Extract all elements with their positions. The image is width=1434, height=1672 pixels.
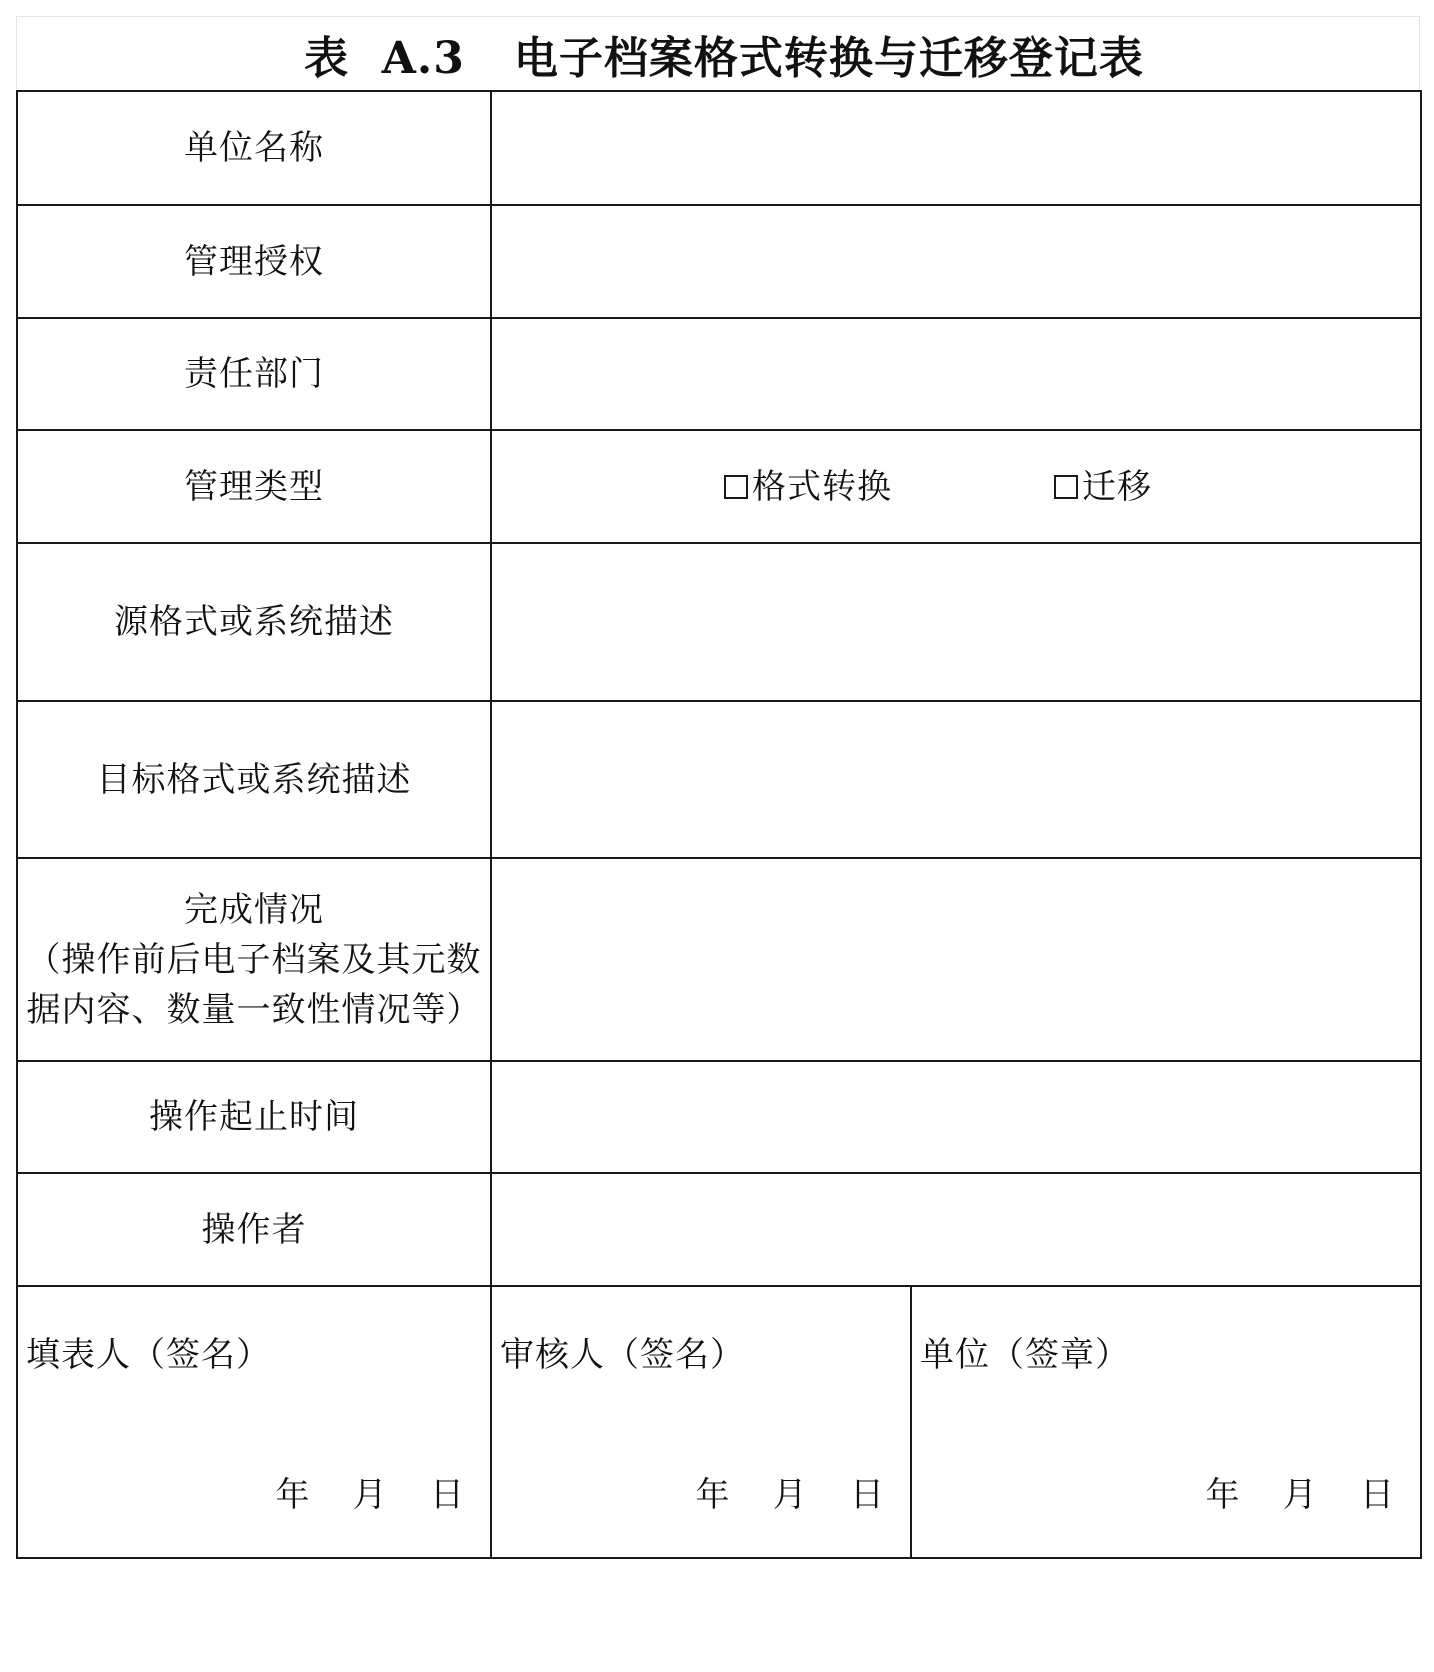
operator-label: 操作者 [17, 1173, 491, 1286]
target-desc-label: 目标格式或系统描述 [17, 701, 491, 858]
filler-date: 年 月 日 [275, 1475, 464, 1515]
migration-option[interactable] [1054, 462, 1152, 512]
unit-seal-cell[interactable] [911, 1286, 1421, 1558]
registration-form-page [16, 16, 1420, 1559]
unit-name-label: 单位名称 [17, 91, 491, 205]
format-conversion-label: 格式转换 [752, 467, 892, 507]
department-field[interactable] [491, 318, 1421, 430]
mgmt-type-label: 管理类型 [17, 430, 491, 543]
migration-checkbox[interactable] [1054, 475, 1078, 499]
op-time-label: 操作起止时间 [17, 1061, 491, 1173]
row-target-desc [17, 701, 1421, 858]
authorization-label: 管理授权 [17, 205, 491, 318]
source-desc-field[interactable] [491, 543, 1421, 701]
completion-label-line2: （操作前后电子档案及其元数 [26, 939, 482, 980]
op-time-field[interactable] [491, 1061, 1421, 1173]
reviewer-signature-cell[interactable] [491, 1286, 911, 1558]
row-department [17, 318, 1421, 430]
row-mgmt-type [17, 430, 1421, 543]
completion-label-line1: 完成情况 [184, 889, 324, 930]
migration-label: 迁移 [1082, 467, 1152, 507]
operator-field[interactable] [491, 1173, 1421, 1286]
source-desc-label: 源格式或系统描述 [17, 543, 491, 701]
row-op-time [17, 1061, 1421, 1173]
format-conversion-checkbox[interactable] [724, 475, 748, 499]
unit-seal-label: 单位（签章） [920, 1335, 1130, 1375]
row-signatures [17, 1286, 1421, 1558]
department-label: 责任部门 [17, 318, 491, 430]
completion-label [17, 858, 491, 1061]
registration-table [16, 90, 1422, 1559]
row-completion [17, 858, 1421, 1061]
format-conversion-option[interactable] [724, 462, 892, 512]
title-box [16, 16, 1420, 90]
form-title: 表 A.3 电子档案格式转换与迁移登记表 [304, 32, 1144, 84]
unit-date: 年 月 日 [1205, 1475, 1394, 1515]
row-source-desc [17, 543, 1421, 701]
filler-signature-cell[interactable] [17, 1286, 491, 1558]
target-desc-field[interactable] [491, 701, 1421, 858]
row-unit-name [17, 91, 1421, 205]
reviewer-date: 年 月 日 [695, 1475, 884, 1515]
reviewer-signature-label: 审核人（签名） [500, 1335, 745, 1375]
row-operator [17, 1173, 1421, 1286]
mgmt-type-field [491, 430, 1421, 543]
completion-field[interactable] [491, 858, 1421, 1061]
completion-label-line3: 据内容、数量一致性情况等） [26, 989, 482, 1030]
filler-signature-label: 填表人（签名） [26, 1335, 271, 1375]
row-authorization [17, 205, 1421, 318]
authorization-field[interactable] [491, 205, 1421, 318]
unit-name-field[interactable] [491, 91, 1421, 205]
